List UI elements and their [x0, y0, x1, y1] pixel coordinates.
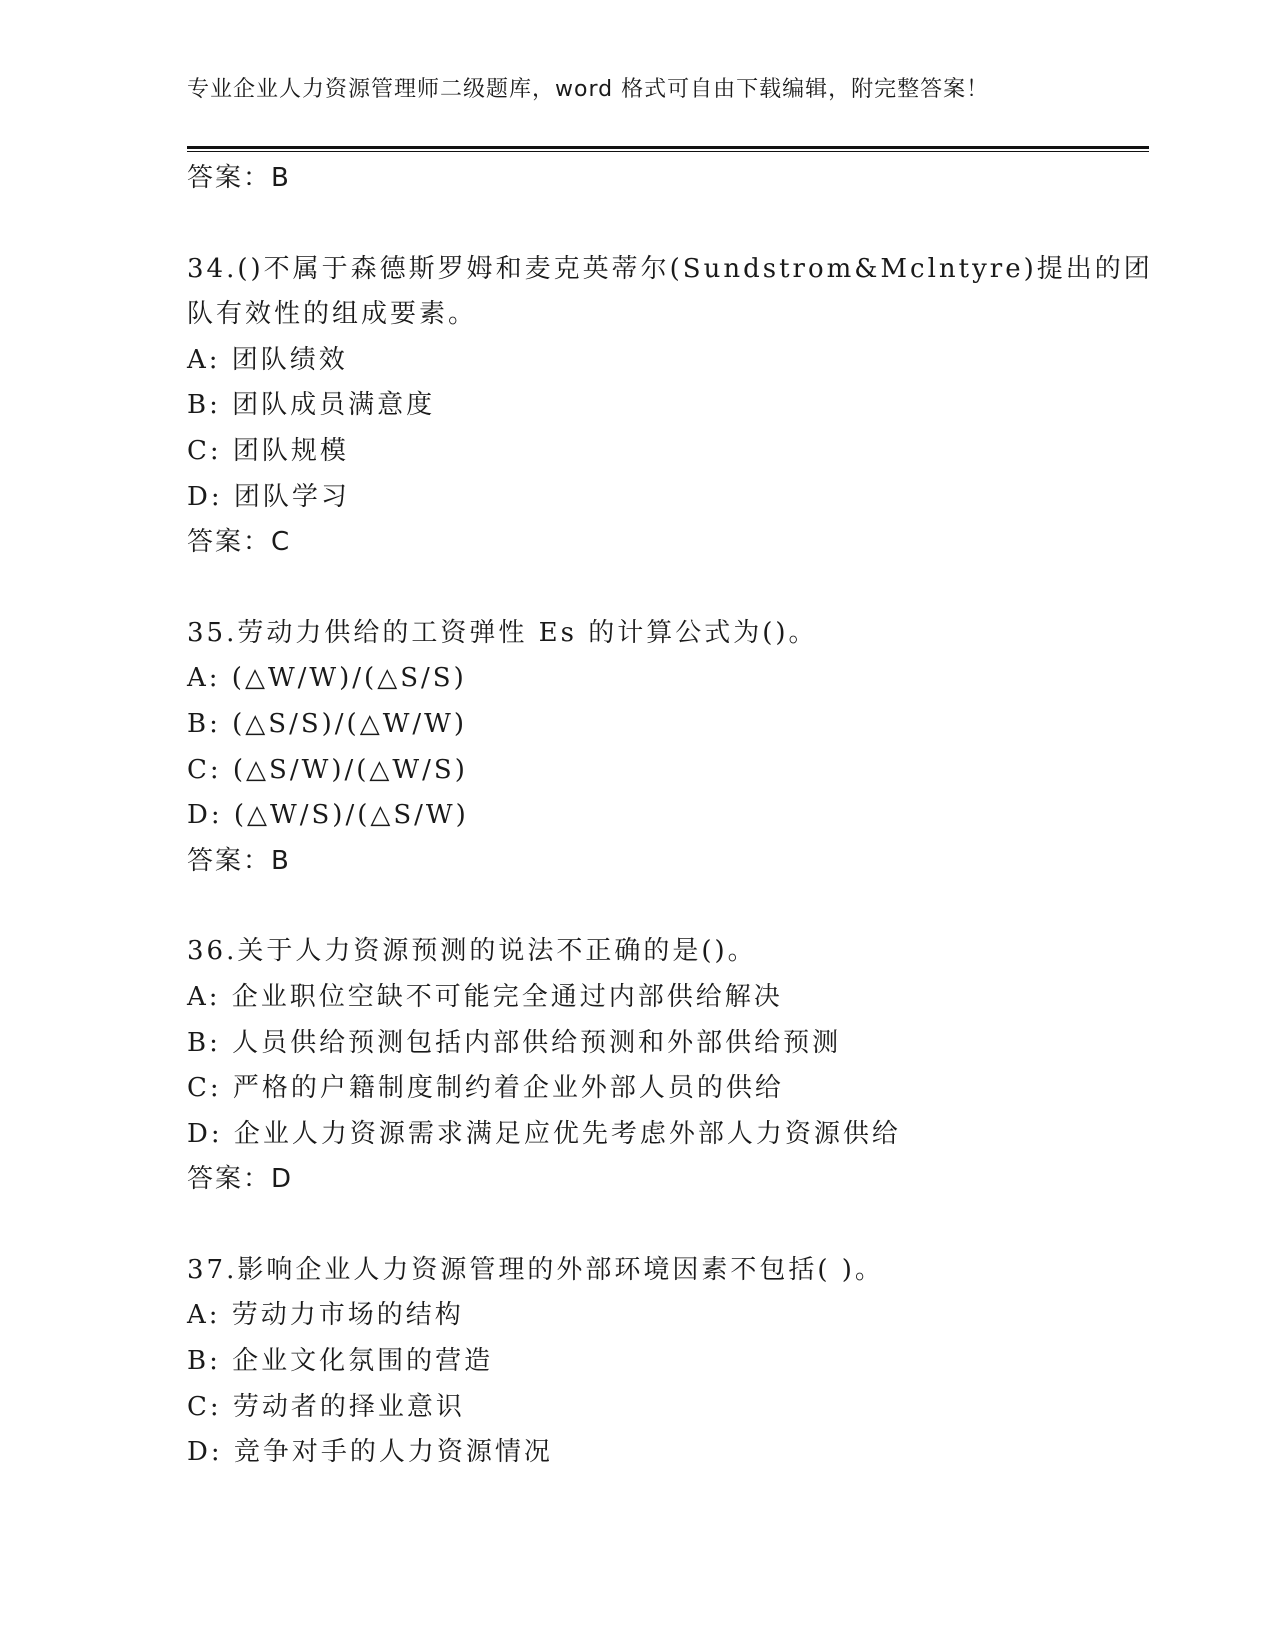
question-stem: 35.劳动力供给的工资弹性 Es 的计算公式为()。 [187, 617, 818, 648]
question-35 [187, 611, 1147, 885]
document-body [187, 156, 1153, 1476]
answer-line: 答案：D [187, 1164, 294, 1195]
header-rule-thin [187, 151, 1149, 152]
option-a: A: 团队绩效 [187, 344, 348, 375]
option-d: D: 企业人力资源需求满足应优先考虑外部人力资源供给 [187, 1118, 901, 1149]
option-d: D: (△W/S)/(△S/W) [187, 800, 469, 831]
option-d: D: 团队学习 [187, 481, 350, 512]
answer-line: 答案：B [187, 845, 291, 876]
question-34 [187, 247, 1153, 566]
option-b: B: 人员供给预测包括内部供给预测和外部供给预测 [187, 1027, 842, 1058]
question-stem: 36.关于人力资源预测的说法不正确的是()。 [187, 936, 757, 967]
question-stem: 37.影响企业人力资源管理的外部环境因素不包括( )。 [187, 1254, 884, 1285]
option-a: A: 企业职位空缺不可能完全通过内部供给解决 [187, 981, 783, 1012]
option-b: B: 团队成员满意度 [187, 390, 436, 421]
question-stem: 34.()不属于森德斯罗姆和麦克英蒂尔(Sundstrom&Mclntyre)提出的团 [187, 253, 1153, 284]
option-c: C: 团队规模 [187, 435, 349, 466]
answer-line: 答案：C [187, 527, 292, 558]
header-rule-thick [187, 146, 1149, 149]
page-header: 专业企业人力资源管理师二级题库，word 格式可自由下载编辑，附完整答案！ [187, 77, 990, 102]
option-c: C: (△S/W)/(△W/S) [187, 754, 468, 785]
option-a: A: 劳动力市场的结构 [187, 1300, 464, 1331]
previous-answer: 答案：B [187, 163, 291, 193]
question-stem: 队有效性的组成要素。 [187, 299, 478, 330]
option-c: C: 劳动者的择业意识 [187, 1391, 465, 1422]
question-36 [187, 929, 1147, 1203]
option-c: C: 严格的户籍制度制约着企业外部人员的供给 [187, 1073, 784, 1104]
question-37 [187, 1248, 1147, 1476]
option-b: B: (△S/S)/(△W/W) [187, 708, 468, 739]
option-b: B: 企业文化氛围的营造 [187, 1346, 494, 1377]
option-a: A: (△W/W)/(△S/S) [187, 663, 467, 694]
option-d: D: 竞争对手的人力资源情况 [187, 1437, 553, 1468]
